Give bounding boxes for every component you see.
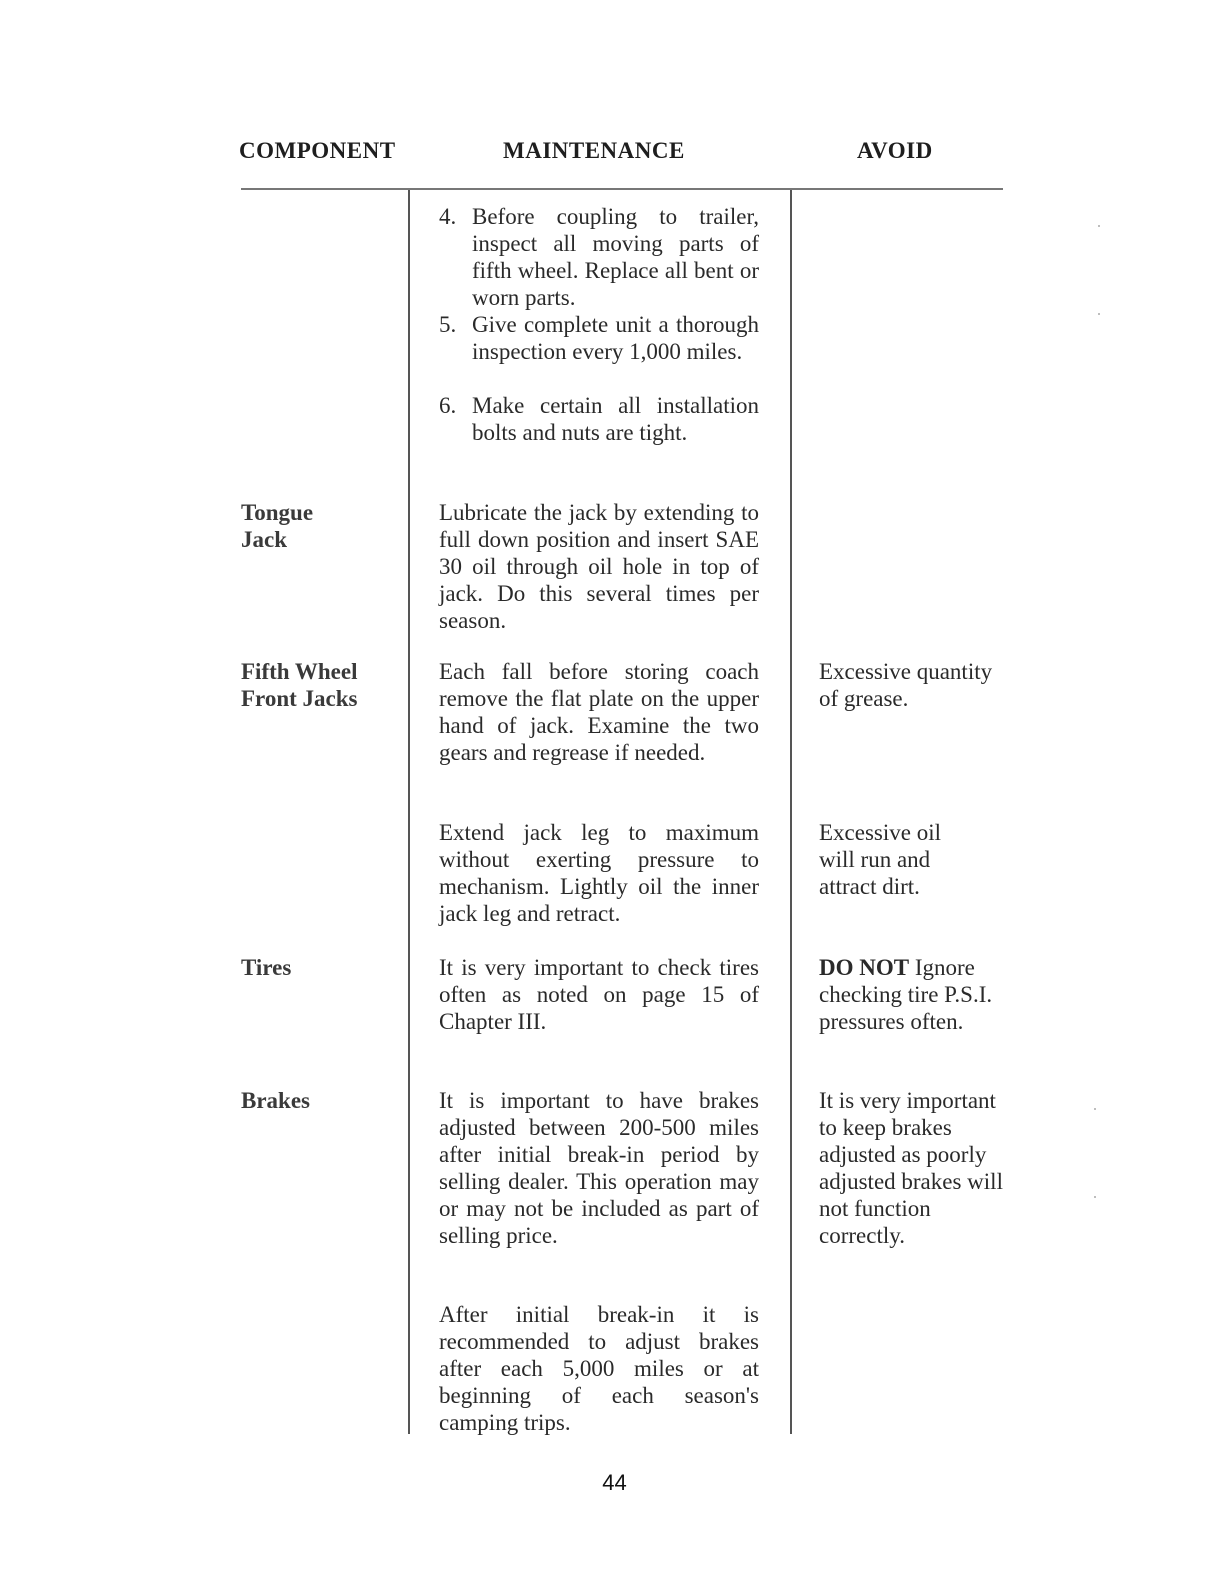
avoid-brakes: It is very important to keep brakes adjusted as poorly adjusted brakes will not function correctly. — [819, 1088, 1003, 1248]
component-brakes: Brakes — [241, 1088, 310, 1113]
component-line: Jack — [241, 527, 287, 552]
column-divider-right — [790, 190, 792, 1434]
scan-speck — [1098, 225, 1100, 227]
component-tires: Tires — [241, 955, 292, 980]
avoid-line: Excessive oil — [819, 820, 941, 845]
scan-speck — [1094, 1108, 1096, 1110]
maintenance-steps — [439, 203, 759, 446]
scan-speck — [1094, 1196, 1096, 1198]
avoid-line: will run and — [819, 847, 931, 872]
maintenance-fifth-wheel-1: Each fall before storing coach remove the flat plate on the upper hand of jack. Examine the two gears and regrease if needed. — [439, 659, 759, 765]
maintenance-brakes-1: It is important to have brakes adjusted between 200-500 miles after initial break-in period by selling dealer. This operation may or may not be included as part of selling price. — [439, 1088, 759, 1248]
header-component: COMPONENT — [239, 138, 396, 163]
step-item — [439, 203, 759, 311]
component-tongue-jack — [241, 499, 313, 553]
avoid-line: attract dirt. — [819, 874, 920, 899]
maintenance-tires: It is very important to check tires often as noted on page 15 of Chapter III. — [439, 955, 759, 1034]
component-line: Tongue — [241, 500, 314, 525]
maintenance-tongue-jack: Lubricate the jack by extending to full down position and insert SAE 30 oil through oil hole in top of jack. Do this several times per season. — [439, 500, 759, 633]
avoid-fifth-wheel-1: Excessive quantity of grease. — [819, 659, 993, 711]
step-number: 4. — [439, 204, 457, 229]
step-number: 6. — [439, 393, 457, 418]
step-item — [439, 311, 759, 392]
step-text: Give complete unit a thorough inspection every 1,000 miles. — [472, 312, 759, 364]
avoid-tires — [819, 954, 1004, 1035]
maintenance-brakes-2: After initial break-in it is recommended to adjust brakes after each 5,000 miles or at beginning of each season's camping trips. — [439, 1302, 759, 1435]
step-item — [439, 392, 759, 446]
header-rule — [241, 188, 1003, 190]
header-maintenance: MAINTENANCE — [503, 138, 685, 163]
maintenance-fifth-wheel-2: Extend jack leg to maximum without exerting pressure to mechanism. Lightly oil the inner jack leg and retract. — [439, 820, 759, 926]
column-divider-left — [408, 190, 410, 1434]
component-fifth-wheel — [241, 658, 358, 712]
step-text: Make certain all installation bolts and nuts are tight. — [472, 393, 759, 445]
component-line: Front Jacks — [241, 686, 358, 711]
step-number: 5. — [439, 312, 457, 337]
page-number: 44 — [602, 1470, 627, 1495]
avoid-fifth-wheel-2 — [819, 819, 1004, 900]
step-text: Before coupling to trailer, inspect all moving parts of fifth wheel. Replace all bent or worn parts. — [472, 204, 759, 310]
scan-speck — [1098, 313, 1100, 315]
component-line: Fifth Wheel — [241, 659, 358, 684]
avoid-tires-text: Ignore checking tire P.S.I. pressures often. — [819, 955, 993, 1034]
header-avoid: AVOID — [857, 138, 933, 163]
do-not-emphasis: DO NOT — [819, 955, 910, 980]
